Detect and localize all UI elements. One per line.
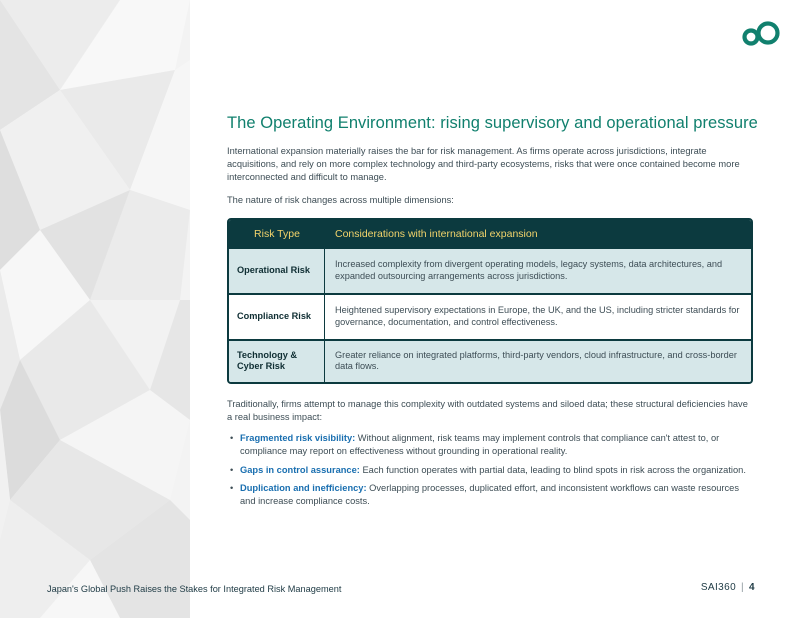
table-row — [229, 341, 751, 382]
footer-title: Japan's Global Push Raises the Stakes for Integrated Risk Management — [47, 584, 342, 594]
bullet-term: Gaps in control assurance: — [240, 464, 360, 475]
page-title: The Operating Environment: rising supervisory and operational pressure — [227, 114, 758, 132]
list-item — [227, 464, 753, 477]
risk-type-line: Technology & — [237, 349, 298, 360]
risk-table — [227, 218, 753, 384]
header-risk-type: Risk Type — [229, 220, 325, 249]
sai360-logo-icon — [741, 20, 781, 48]
bullet-icon: • — [230, 464, 234, 475]
bullet-text: Overlapping processes, duplicated effort, and inconsistent workflows can waste resources and increase compliance costs. — [240, 482, 739, 507]
impact-list — [227, 432, 753, 508]
lead-paragraph: The nature of risk changes across multiple dimensions: — [227, 194, 454, 205]
footer-brand: SAI360 — [700, 582, 737, 593]
bullet-term: Duplication and inefficiency: — [240, 482, 367, 493]
bullet-text: Without alignment, risk teams may implement controls that compliance can't attest to, or compliance may report on effectiveness without grounding in operational reality. — [240, 433, 720, 457]
footer-separator: | — [741, 582, 745, 593]
intro-paragraph: International expansion materially raises the bar for risk management. As firms operate across jurisdictions, integrate acquisitions, and rely on more complex technology and third-party ecosystems, risks that were once contained become more interconnected and difficult to manage. — [227, 146, 740, 183]
risk-type-cell — [229, 341, 325, 382]
risk-type-line: Cyber Risk — [237, 361, 286, 372]
bullet-text: Each function operates with partial data, leading to blind spots in risk across the organization. — [359, 464, 746, 475]
bullet-icon: • — [230, 433, 234, 444]
bullet-term: Fragmented risk visibility: — [240, 433, 356, 444]
consideration-cell: Increased complexity from divergent operating models, legacy systems, data architectures, and expanded outsourcing arrangements across jurisdictions. — [325, 249, 751, 295]
main-content — [227, 114, 758, 513]
impact-paragraph: Traditionally, firms attempt to manage this complexity with outdated systems and siloed data; these structural deficiencies have a real business impact: — [227, 398, 748, 423]
consideration-cell: Heightened supervisory expectations in Europe, the UK, and the US, including stricter standards for governance, documentation, and control effectiveness. — [325, 295, 751, 341]
page-number: 4 — [749, 582, 755, 593]
list-item — [227, 482, 753, 508]
header-considerations: Considerations with international expansion — [325, 220, 751, 249]
consideration-cell: Greater reliance on integrated platforms, third-party vendors, cloud infrastructure, and cross-border data flows. — [325, 341, 751, 382]
risk-type-cell: Compliance Risk — [229, 295, 325, 341]
footer-page-info — [701, 582, 755, 593]
list-item — [227, 432, 753, 458]
bullet-icon: • — [230, 482, 234, 493]
table-row — [229, 249, 751, 295]
table-header-row — [229, 220, 751, 249]
risk-type-cell: Operational Risk — [229, 249, 325, 295]
polygon-background — [0, 0, 190, 618]
table-row — [229, 295, 751, 341]
